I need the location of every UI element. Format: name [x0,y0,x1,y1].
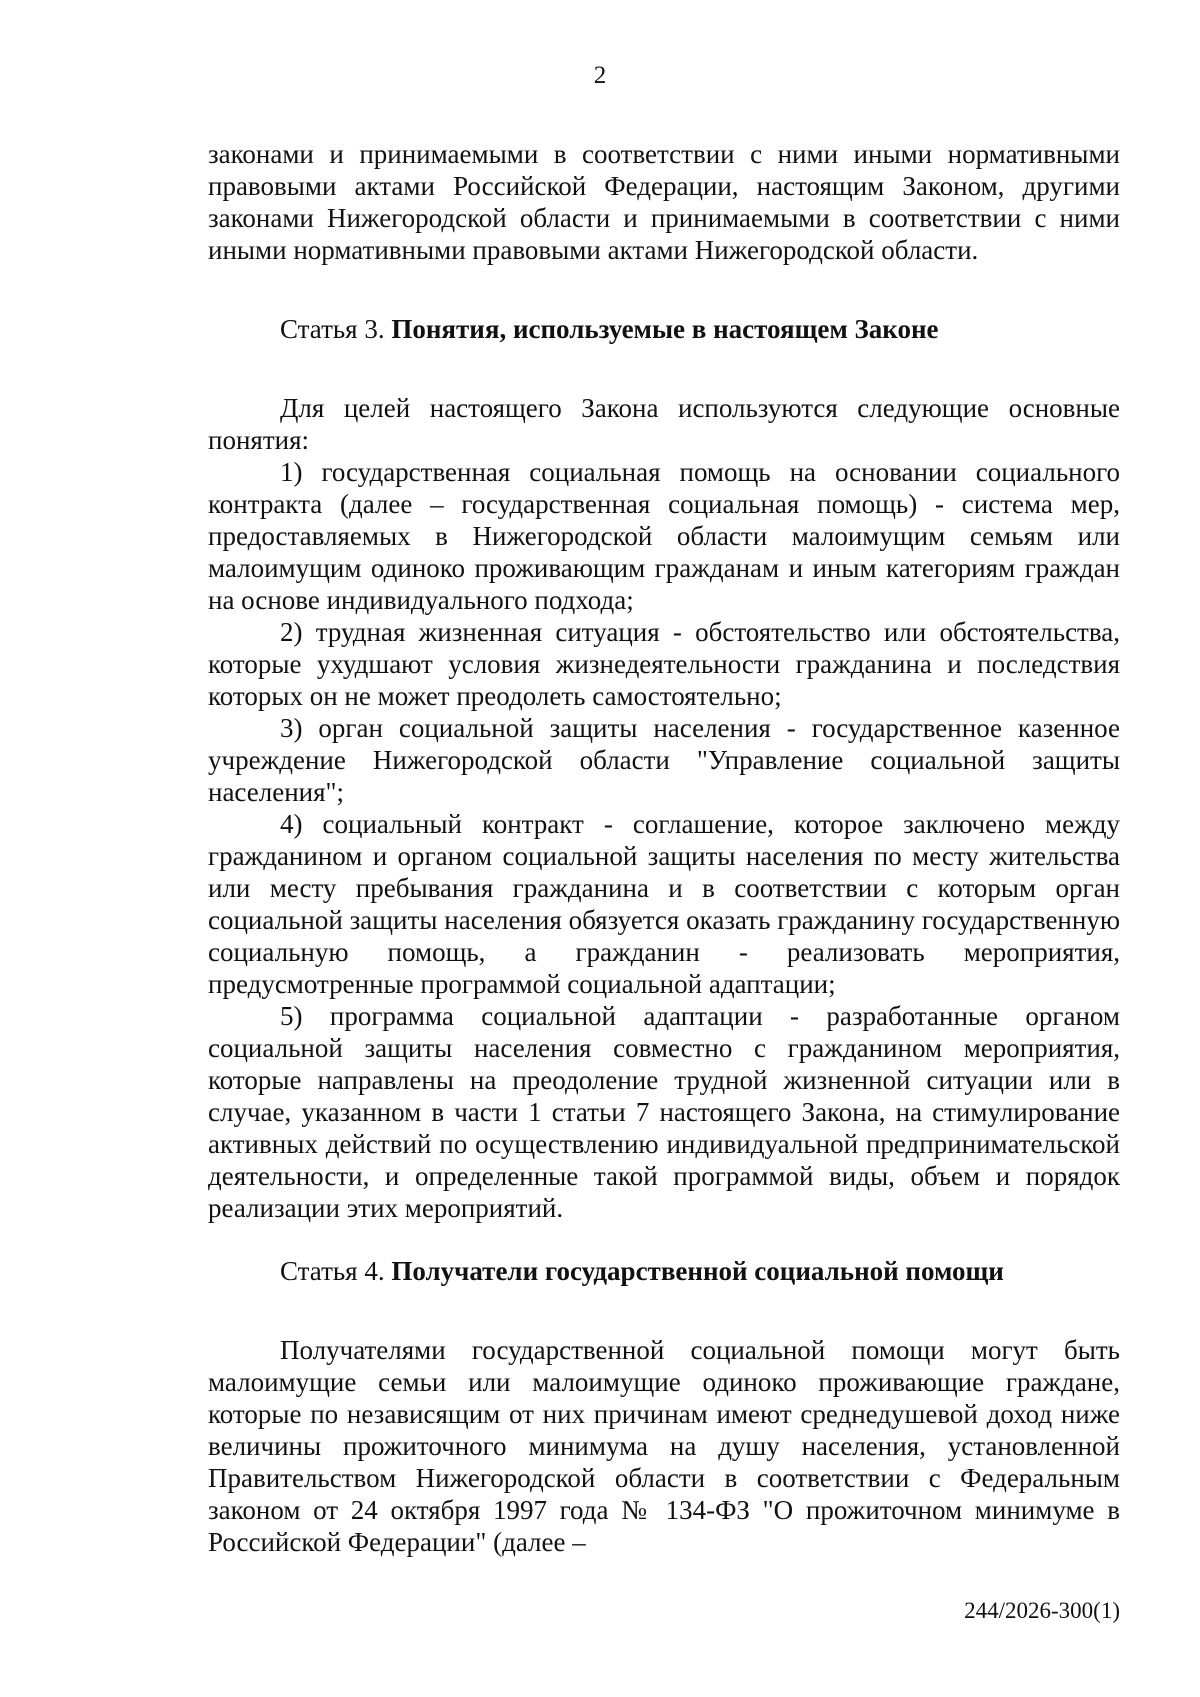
article-3-prefix: Статья 3. [280,314,385,344]
article-4-title: Получатели государственной социальной помощи [391,1256,1004,1286]
article-3-title: Понятия, используемые в настоящем Законе [391,314,939,344]
article-3-intro: Для целей настоящего Закона используются следующие основные понятия: [208,393,1120,455]
article-3-item-5: 5) программа социальной адаптации - разработанные органом социальной защиты населения совместно с гражданином мероприятия, которые направлены на преодоление трудной жизненной ситуации или в случае, указанном в части 1 статьи 7 настоящего Закона, на стимулирование активных действий по осуществлению индивидуальной предпринимательской деятельности, и определенные такой программой виды, объем и порядок реализации этих мероприятий. [208,1001,1120,1223]
article-4-heading [208,1255,1120,1287]
article-3-heading [208,313,1120,345]
page-number: 2 [593,62,607,89]
article-3-item-4: 4) социальный контракт - соглашение, которое заключено между гражданином и органом социальной защиты населения по месту жительства или месту пребывания гражданина и в соответствии с которым орган социальной защиты населения обязуется оказать гражданину государственную социальную помощь, а гражданин - реализовать мероприятия, предусмотренные программой социальной адаптации; [208,809,1120,999]
article-4-prefix: Статья 4. [280,1256,385,1286]
document-body [208,138,1120,1558]
article-4-text: Получателями государственной социальной помощи могут быть малоимущие семьи или малоимущие одиноко проживающие граждане, которые по независящим от них причинам имеют среднедушевой доход ниже величины прожиточного минимума на душу населения, установленной Правительством Нижегородской области в соответствии с Федеральным законом от 24 октября 1997 года № 134-ФЗ "О прожиточном минимуме в Российской Федерации" (далее – [208,1335,1120,1557]
article-3-item-1: 1) государственная социальная помощь на основании социального контракта (далее – государственная социальная помощь) - система мер, предоставляемых в Нижегородской области малоимущим семьям или малоимущим одиноко проживающим гражданам и иным категориям граждан на основе индивидуального подхода; [208,457,1120,615]
article-3-item-3: 3) орган социальной защиты населения - государственное казенное учреждение Нижегородской области "Управление социальной защиты населения"; [208,713,1120,807]
document-code: 244/2026-300(1) [964,1598,1120,1623]
opening-paragraph: законами и принимаемыми в соответствии с ними иными нормативными правовыми актами Российской Федерации, настоящим Законом, другими законами Нижегородской области и принимаемыми в соответствии с ними иными нормативными правовыми актами Нижегородской области. [208,139,1120,265]
article-3-item-2: 2) трудная жизненная ситуация - обстоятельство или обстоятельства, которые ухудшают условия жизнедеятельности гражданина и последствия которых он не может преодолеть самостоятельно; [208,617,1120,711]
